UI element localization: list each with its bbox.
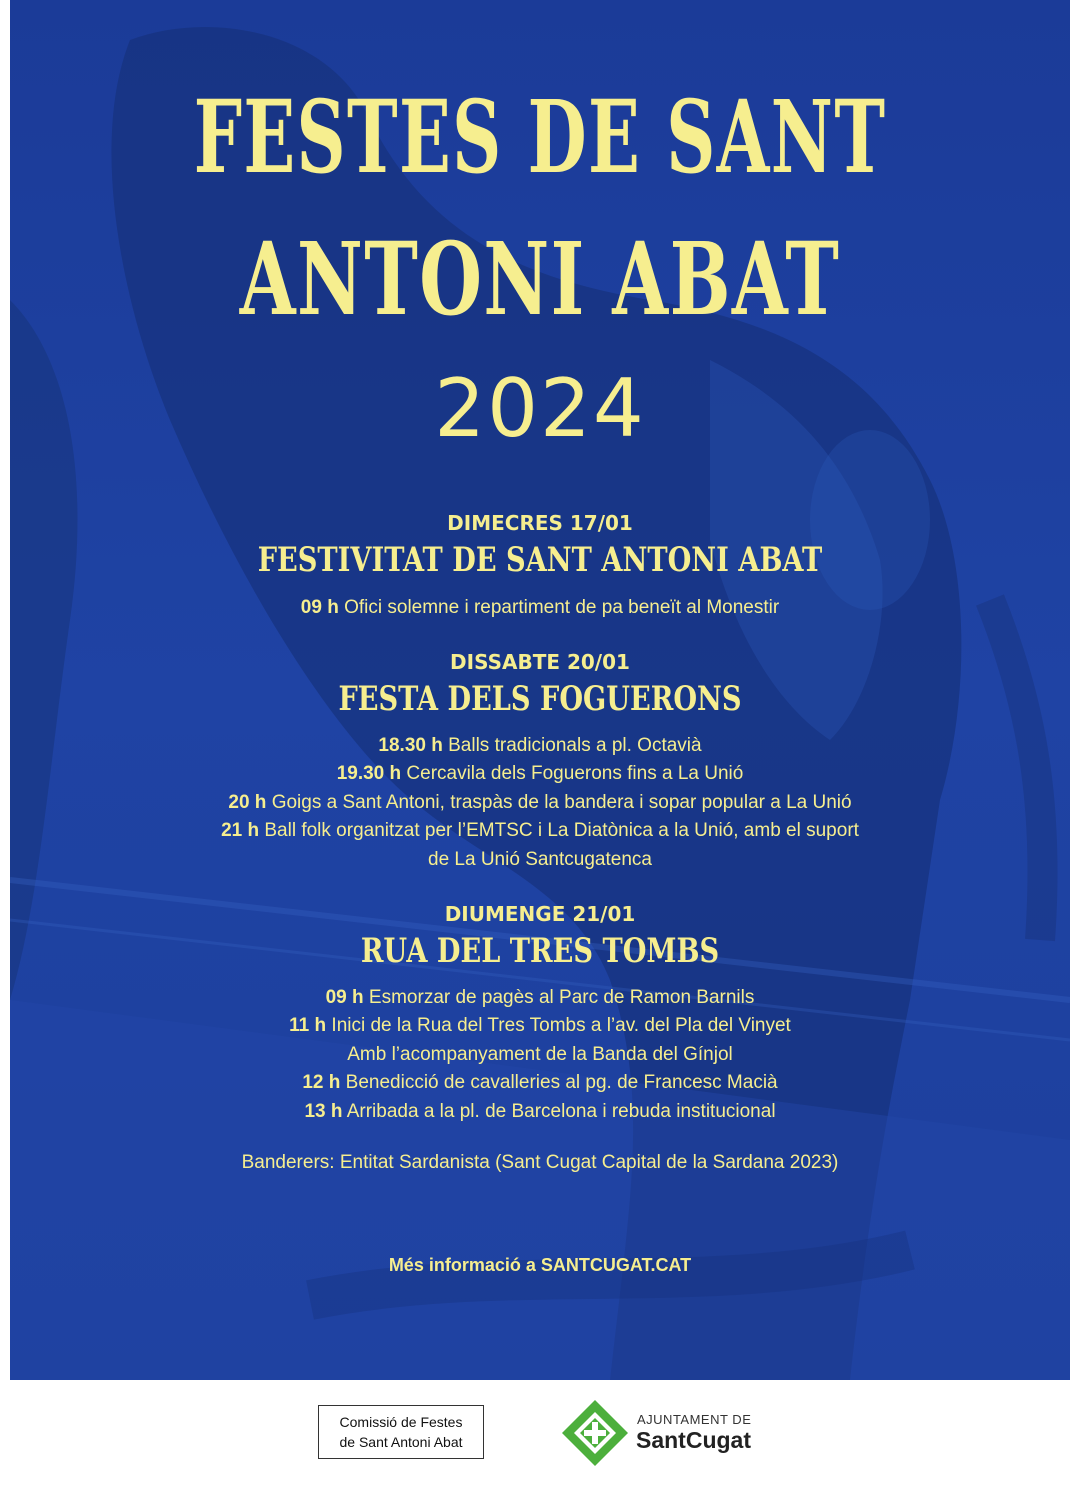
day-3-event: RUA DEL TRES TOMBS xyxy=(360,931,720,971)
year: 2024 xyxy=(434,362,646,455)
day-2-schedule xyxy=(10,732,1070,874)
schedule-item xyxy=(10,760,1070,788)
sant-cugat-emblem-icon xyxy=(560,1398,630,1468)
day-3-date: DIUMENGE 21/01 xyxy=(444,902,636,926)
item-time: 11 h xyxy=(289,1015,327,1037)
ajuntament-line-1: AJUNTAMENT DE xyxy=(637,1412,752,1427)
footer xyxy=(0,1380,1080,1485)
ajuntament-logo xyxy=(560,1395,780,1475)
ajuntament-line-2: SantCugat xyxy=(636,1427,751,1453)
item-time: 09 h xyxy=(300,597,339,618)
banderers-note: Banderers: Entitat Sardanista (Sant Cugat Capital de la Sardana 2023) xyxy=(241,1152,839,1173)
item-text: Arribada a la pl. de Barcelona i rebuda institucional xyxy=(346,1100,776,1122)
title-line-2: ANTONI ABAT xyxy=(239,220,841,338)
schedule-item xyxy=(10,1069,1070,1097)
schedule-item xyxy=(10,1098,1070,1126)
day-2-date: DISSABTE 20/01 xyxy=(450,650,630,674)
day-1-schedule xyxy=(10,594,1070,622)
item-time: 12 h xyxy=(302,1072,341,1094)
schedule-item xyxy=(10,789,1070,817)
item-text: Cercavila dels Foguerons fins a La Unió xyxy=(406,763,744,785)
day-3-schedule xyxy=(10,984,1070,1126)
schedule-item xyxy=(10,732,1070,760)
item-text: Benedicció de cavalleries al pg. de Francesc Macià xyxy=(345,1072,778,1094)
item-time: 18.30 h xyxy=(378,735,443,756)
item-time: 13 h xyxy=(304,1100,343,1122)
item-text: Goigs a Sant Antoni, traspàs de la bandera i sopar popular a La Unió xyxy=(271,791,852,813)
item-text: Amb l’acompanyament de la Banda del Gínjol xyxy=(347,1043,733,1065)
item-time: 20 h xyxy=(228,791,267,813)
day-2-event: FESTA DELS FOGUERONS xyxy=(338,679,742,719)
item-time: 21 h xyxy=(221,820,260,842)
day-1-event: FESTIVITAT DE SANT ANTONI ABAT xyxy=(257,540,823,580)
schedule-item xyxy=(10,817,1070,845)
poster xyxy=(10,0,1070,1380)
item-time: 19.30 h xyxy=(336,763,402,785)
item-text: Ofici solemne i repartiment de pa beneït al Monestir xyxy=(344,597,780,618)
schedule-item xyxy=(10,1041,1070,1069)
comissio-logo xyxy=(318,1405,484,1459)
schedule-item xyxy=(10,1012,1070,1040)
more-info-link[interactable]: Més informació a SANTCUGAT.CAT xyxy=(388,1255,692,1275)
item-text: Ball folk organitzat per l’EMTSC i La Diatònica a la Unió, amb el suport xyxy=(264,820,859,842)
item-text: Esmorzar de pagès al Parc de Ramon Barnils xyxy=(368,987,755,1008)
comissio-line-2: de Sant Antoni Abat xyxy=(339,1434,463,1450)
item-text: de La Unió Santcugatenca xyxy=(428,848,652,870)
item-text: Inici de la Rua del Tres Tombs a l’av. del Pla del Vinyet xyxy=(331,1015,791,1037)
comissio-line-1: Comissió de Festes xyxy=(339,1414,463,1430)
title-line-1: FESTES DE SANT xyxy=(193,78,887,196)
schedule-item xyxy=(10,594,1070,622)
day-1-date: DIMECRES 17/01 xyxy=(447,511,633,535)
item-time: 09 h xyxy=(325,987,364,1008)
item-text: Balls tradicionals a pl. Octavià xyxy=(448,735,702,756)
schedule-item xyxy=(10,846,1070,874)
schedule-item xyxy=(10,984,1070,1012)
